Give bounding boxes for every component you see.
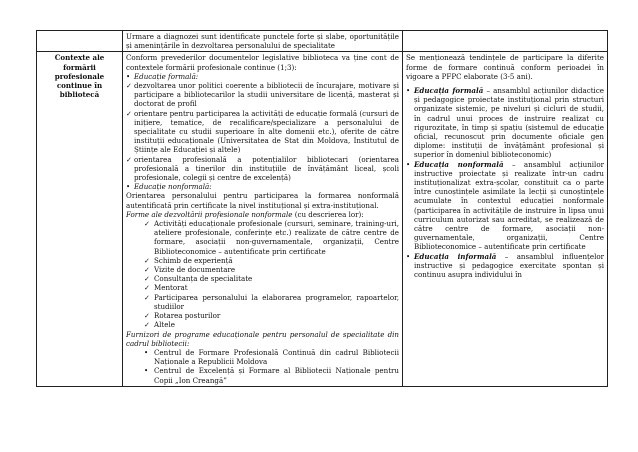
list-item: ✓ Schimb de experiență xyxy=(144,255,233,265)
contexts-cell xyxy=(123,52,403,386)
check-mark-icon: ✓ xyxy=(144,311,150,321)
formal-definition: – ansamblul acțiunilor didactice și pedagogice proiectate instituțional prin structuri organizate sistemic, pe niveluri și cicluri de studii, în cadrul unui proces de instruire realizat cu rigurozitate, în timp și spațiu (sistemul de educație oficial, recunoscut prin documente oficiale gen diplome: instituții de învățământ profesional și superior în domeniul biblioteconomic) xyxy=(414,86,604,160)
list-item: ✓ Mentorat xyxy=(144,283,188,293)
check-mark-icon: ✓ xyxy=(144,292,150,302)
intro-text: Conform prevederilor documentelor legislative biblioteca va ține cont de contextele formării profesionale continue (1;3): xyxy=(126,53,399,72)
bullet-icon: • xyxy=(406,159,411,169)
table-row xyxy=(37,31,608,52)
check-mark-icon: ✓ xyxy=(144,219,150,229)
check-mark-icon: ✓ xyxy=(144,274,150,284)
list-item: ✓ Activități educaționale profesionale (cursuri, seminare, training-uri, ateliere profesionale, conferințe etc.) realizate de către centre de formare, asociații non-guvernamentale, organizații, Centre Biblioteconomice – autentificate prin certificate xyxy=(144,219,399,256)
empty-cell xyxy=(37,31,123,52)
content-table xyxy=(36,30,608,387)
list-item: • Centrul de Formare Profesională Continuă din cadrul Bibliotecii Naționale a Republicii Moldova xyxy=(144,347,399,367)
list-item: ✓ Altele xyxy=(144,320,175,330)
list-item: ✓ Rotarea posturilor xyxy=(144,311,221,321)
forms-suffix: (cu descrierea lor): xyxy=(294,209,364,219)
list-item: ✓ Vizite de documentare xyxy=(144,265,236,275)
check-mark-icon: ✓ xyxy=(144,320,150,330)
nonformal-text: Orientarea personalului pentru participarea la formarea nonformală autentificată prin certificate la nivel instituțional și extra-instituțional. xyxy=(126,191,399,210)
empty-cell xyxy=(403,31,608,52)
list-item: • Centrul de Excelență și Formare al Bibliotecii Naționale pentru Copii „Ion Creangă” xyxy=(144,366,399,385)
formal-heading: Educație formală: xyxy=(134,71,199,81)
list-item: ✓ orientare pentru participarea la activități de educație formală (cursuri de inițiere, tematice, de recalificare/specializare a personalului de specialitate cu studii superioare în alte domenii etc.), oferite de către instituții educaționale (Universitatea de Stat din Moldova, Institutul de Științe ale Educației și altele) xyxy=(126,108,399,155)
bullet-icon: • xyxy=(144,366,149,376)
check-mark-icon: ✓ xyxy=(126,154,132,164)
table-row xyxy=(37,52,608,386)
explanations-cell xyxy=(403,52,608,386)
forms-heading-line xyxy=(126,210,399,219)
category-label: Contexte ale formării profesionale continue în bibliotecă xyxy=(37,52,123,386)
bullet-icon: • xyxy=(406,251,411,261)
list-item: ✓ Consultanța de specialitate xyxy=(144,274,253,284)
informal-term: Educația informală xyxy=(414,251,497,261)
list-item xyxy=(406,160,604,252)
list-item: ✓ dezvoltarea unor politici coerente a bibliotecii de încurajare, motivare și participare a bibliotecarilor la studii universitare de licență, masterat și doctorat de profil xyxy=(126,81,399,109)
check-mark-icon: ✓ xyxy=(144,283,150,293)
formal-term: Educația formală xyxy=(414,86,484,96)
nonformal-definition: – ansamblul acțiunilor instructive proiectate și realizate într-un cadru instituționalizat extra-școlar, constituit ca o parte între cunoștințele asimilate la lecții și cunoștințele acumulate în contextul educației nonformale (participarea în activitățile de instruire în lipsa unui curriculum autorizat sau acreditat, se realizează de către centre de formare, asociații non-guvernamentale, organizații, Centre Biblioteconomice – autentificate prin certificate xyxy=(414,159,604,252)
bullet-icon: • xyxy=(144,347,149,357)
nonformal-heading: Educație nonformală: xyxy=(134,182,212,192)
check-mark-icon: ✓ xyxy=(144,255,150,265)
list-item: ✓ orientarea profesională a potențialilor bibliotecari (orientarea profesională a tinerilor din instituțiile de învățământ liceal, școli profesionale, colegii și centre de excelență) xyxy=(126,154,399,183)
bullet-icon: • xyxy=(126,71,131,81)
check-mark-icon: ✓ xyxy=(126,108,132,118)
nonformal-term: Educația nonformală xyxy=(414,159,504,169)
check-mark-icon: ✓ xyxy=(144,265,150,275)
forms-heading: Forme ale dezvoltării profesionale nonformale xyxy=(126,209,293,219)
diagnosis-text: Urmare a diagnozei sunt identificate punctele forte și slabe, oportunitățile și amenințările în dezvoltarea personalului de specialitate xyxy=(123,31,403,52)
list-item: ✓ Participarea personalului la elaborarea programelor, rapoartelor, studiilor xyxy=(144,292,399,311)
providers-heading: Furnizori de programe educaționale pentru personalul de specialitate din cadrul bibliotecii: xyxy=(126,329,399,348)
right-intro: Se menționează tendințele de participare la diferite forme de formare continuă conform perioadei în vigoare a PFPC elaborate (3-5 ani). xyxy=(406,53,604,81)
check-mark-icon: ✓ xyxy=(126,81,132,91)
list-item xyxy=(406,252,604,280)
list-item xyxy=(406,86,604,160)
bullet-icon: • xyxy=(406,86,411,96)
bullet-icon: • xyxy=(126,182,131,192)
informal-definition: – ansamblul influențelor instructive și pedagogice exercitate spontan și continuu asupra individului în xyxy=(414,251,604,280)
